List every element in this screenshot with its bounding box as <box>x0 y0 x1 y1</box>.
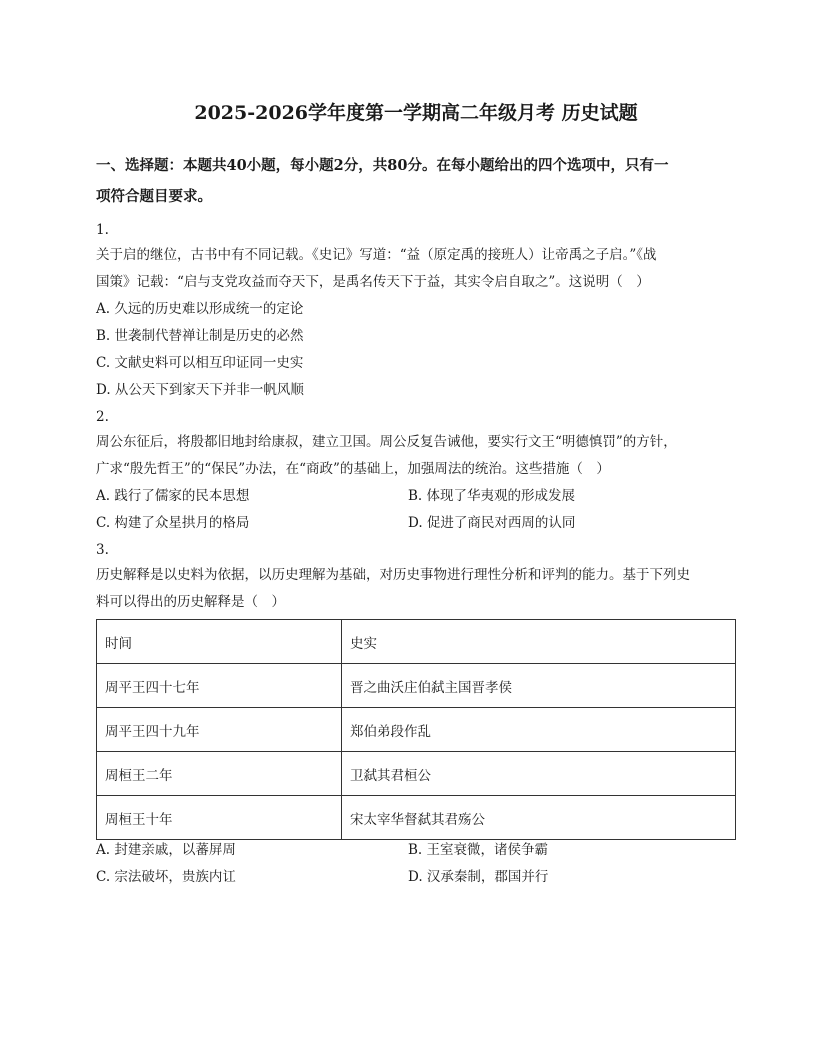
table-header-row <box>97 620 736 664</box>
table-header-fact: 史实 <box>342 620 736 664</box>
question-1-option-a: A. 久远的历史难以形成统一的定论 <box>96 301 304 317</box>
table-cell-time: 周桓王二年 <box>97 752 342 796</box>
section-heading-line-1: 一、选择题：本题共40小题，每小题2分，共80分。在每小题给出的四个选项中，只有一 <box>96 157 669 174</box>
question-3-option-c: C. 宗法破坏，贵族内讧 <box>96 869 236 885</box>
table-cell-time: 周平王四十七年 <box>97 664 342 708</box>
question-2-option-a: A. 践行了儒家的民本思想 <box>96 488 250 504</box>
table-cell-fact: 郑伯弟段作乱 <box>342 708 736 752</box>
question-1-option-d: D. 从公天下到家天下并非一帆风顺 <box>96 382 304 398</box>
table-row <box>97 752 736 796</box>
question-3-option-a: A. 封建亲戚，以蕃屏周 <box>96 842 236 858</box>
table-cell-time: 周平王四十九年 <box>97 708 342 752</box>
question-3-stem-line-2: 料可以得出的历史解释是（ ） <box>96 594 285 610</box>
question-3-option-d: D. 汉承秦制，郡国并行 <box>408 869 549 885</box>
table-row <box>97 664 736 708</box>
table-cell-fact: 卫弑其君桓公 <box>342 752 736 796</box>
exam-title: 2025-2026学年度第一学期高二年级月考 历史试题 <box>194 102 638 124</box>
question-1-option-b: B. 世袭制代替禅让制是历史的必然 <box>96 328 304 344</box>
question-1-stem-line-1: 关于启的继位，古书中有不同记载。《史记》写道：“益（原定禹的接班人）让帝禹之子启。”《战 <box>96 247 657 263</box>
section-heading <box>96 150 736 212</box>
table-cell-fact: 晋之曲沃庄伯弑主国晋孝侯 <box>342 664 736 708</box>
table-row <box>97 796 736 840</box>
question-2-option-c: C. 构建了众星拱月的格局 <box>96 515 250 531</box>
question-2-stem-line-1: 周公东征后，将殷都旧地封给康叔，建立卫国。周公反复告诫他，要实行文王“明德慎罚”的方针， <box>96 434 677 450</box>
question-2-stem-line-2: 广求“殷先哲王”的“保民”办法，在“商政”的基础上，加强周法的统治。这些措施（ ） <box>96 461 610 477</box>
question-3-option-b: B. 王室衰微，诸侯争霸 <box>408 842 549 858</box>
question-2-option-d: D. 促进了商民对西周的认同 <box>408 515 576 531</box>
question-3-number: 3. <box>96 542 109 558</box>
question-3-stem-line-1: 历史解释是以史料为依据，以历史理解为基础，对历史事物进行理性分析和评判的能力。基于下列史 <box>96 567 690 583</box>
table-cell-time: 周桓王十年 <box>97 796 342 840</box>
question-2-number: 2. <box>96 409 109 425</box>
question-1-option-c: C. 文献史料可以相互印证同一史实 <box>96 355 304 371</box>
table-header-time: 时间 <box>97 620 342 664</box>
section-heading-line-2: 项符合题目要求。 <box>96 188 212 205</box>
table-cell-fact: 宋太宰华督弑其君殇公 <box>342 796 736 840</box>
question-2-option-b: B. 体现了华夷观的形成发展 <box>408 488 576 504</box>
question-1-stem-line-2: 国策》记载：“启与支党攻益而夺天下，是禹名传天下于益，其实令启自取之”。这说明（ ） <box>96 274 650 290</box>
table-row <box>97 708 736 752</box>
history-facts-table <box>96 619 736 840</box>
question-1-number: 1. <box>96 222 109 238</box>
